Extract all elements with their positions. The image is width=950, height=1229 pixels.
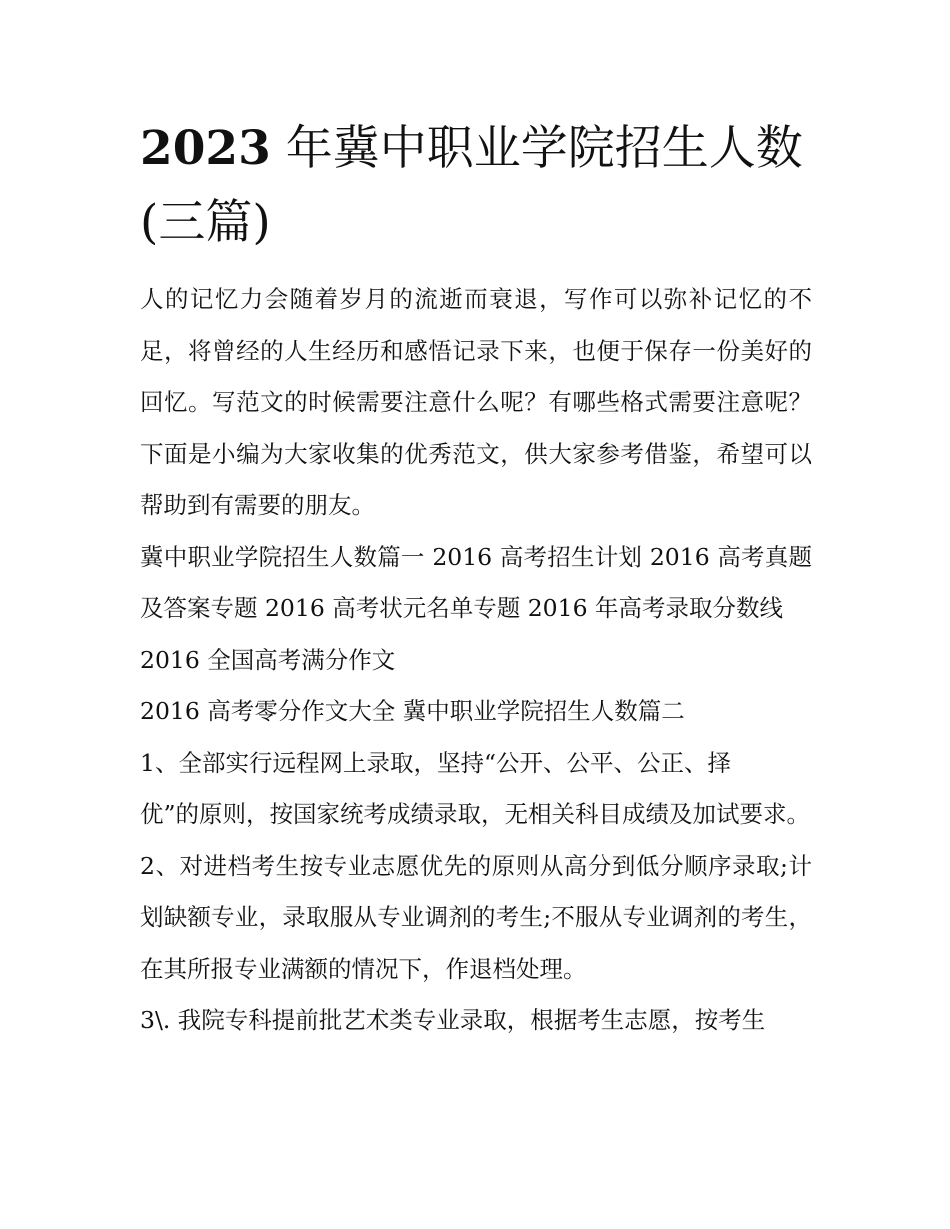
document-page	[140, 112, 812, 1047]
rule-three-paragraph: 3\. 我院专科提前批艺术类专业录取，根据考生志愿，按考生	[140, 1006, 766, 1034]
title-text: 年冀中职业学院招生人数	[285, 121, 803, 176]
document-title	[140, 112, 812, 260]
rule-two-paragraph: 2、对进档考生按专业志愿优先的原则从高分到低分顺序录取;计划缺额专业，录取服从专业调剂的考生;不服从专业调剂的考生，在其所报专业满额的情况下，作退档处理。	[140, 851, 812, 983]
title-year: 2023	[140, 121, 271, 176]
section-two-heading-paragraph: 2016 高考零分作文大全 冀中职业学院招生人数篇二	[140, 697, 685, 725]
rule-one-paragraph: 1、全部实行远程网上录取，坚持“公开、公平、公正、择	[140, 748, 731, 777]
intro-paragraph: 人的记忆力会随着岁月的流逝而衰退，写作可以弥补记忆的不足，将曾经的人生经历和感悟记录下来，也便于保存一份美好的回忆。写范文的时候需要注意什么呢？有哪些格式需要注意呢？下面是小编为大家收集的优秀范文，供大家参考借鉴，希望可以帮助到有需要的朋友。	[140, 285, 812, 519]
rule-one-continued-paragraph: 优”的原则，按国家统考成绩录取，无相关科目成绩及加试要求。	[140, 800, 811, 828]
section-one-paragraph: 冀中职业学院招生人数篇一 2016 高考招生计划 2016 高考真题及答案专题 2016 高考状元名单专题 2016 年高考录取分数线	[140, 542, 812, 622]
title-subtitle: (三篇)	[140, 195, 271, 250]
essay-line-paragraph: 2016 全国高考满分作文	[140, 645, 396, 674]
